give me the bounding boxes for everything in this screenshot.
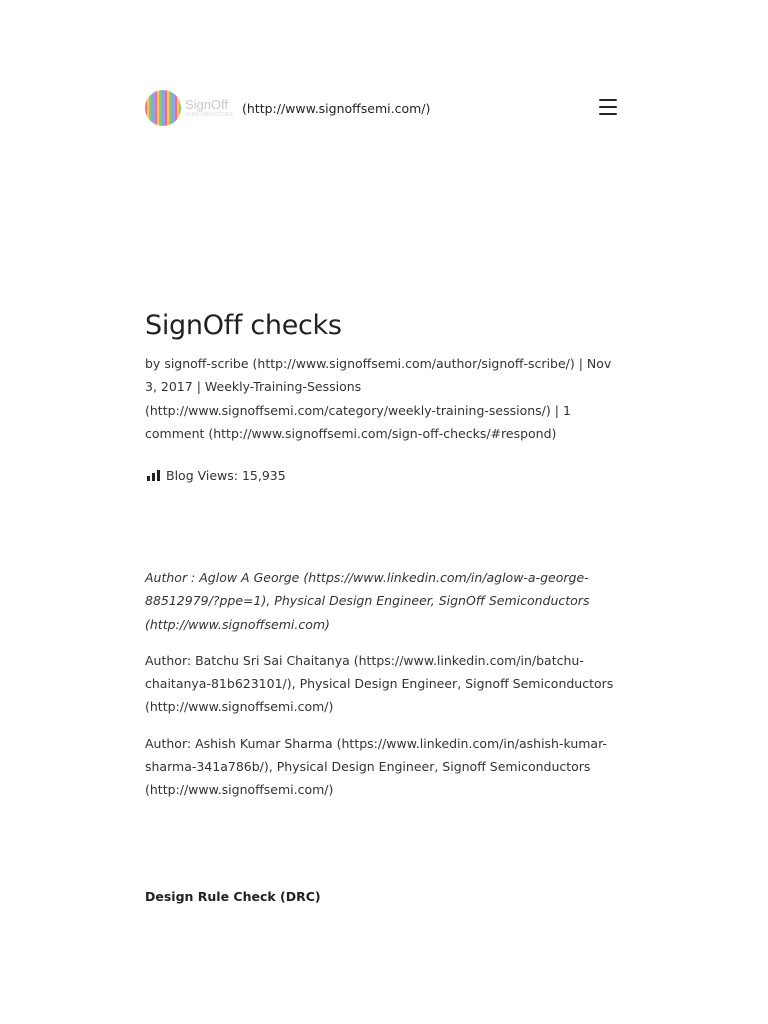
logo-word: SignOff [185,97,229,112]
meta-separator: | [574,356,587,371]
meta-comments-link[interactable]: 1 comment (http://www.signoffsemi.com/sign-off-checks/#respond) [145,402,571,441]
logo-text [185,98,233,118]
author-entry [145,566,620,636]
meta-category-link[interactable]: Weekly-Training-Sessions (http://www.signoffsemi.com/category/weekly-training-sessions/) [145,379,551,418]
author-company-link[interactable]: Signoff Semiconductors (http://www.signoffsemi.com/) [145,676,614,715]
meta-by: by [145,356,165,371]
bar-chart-icon [147,470,160,481]
post-title: SignOff checks [145,310,342,341]
home-link[interactable]: (http://www.signoffsemi.com/) [242,100,431,116]
site-header [145,88,620,128]
logo-mark-icon [145,90,181,126]
section-heading-drc: Design Rule Check (DRC) [145,889,321,904]
meta-separator: | [192,379,205,395]
author-company-link[interactable]: Signoff Semiconductors (http://www.signoffsemi.com/) [145,759,591,798]
author-entry [145,732,620,802]
blog-views [147,468,286,483]
author-prefix: Author: [145,652,196,668]
site-logo[interactable] [145,88,240,128]
author-prefix: Author : [145,570,200,585]
author-prefix: Author: [145,735,196,751]
authors-list [145,566,620,815]
author-role: , Physical Design Engineer, [266,593,439,609]
hamburger-menu-icon[interactable] [599,99,617,115]
post-meta [145,352,620,445]
author-entry [145,649,620,719]
blog-views-label: Blog Views: 15,935 [166,468,286,483]
author-role: , Physical Design Engineer, [268,759,443,775]
author-company-link[interactable]: SignOff Semiconductors (http://www.signoffsemi.com) [145,593,590,632]
author-name-link[interactable]: Aglow A George (https://www.linkedin.com/in/aglow-a-george-88512979/?ppe=1) [145,570,589,609]
author-name-link[interactable]: Batchu Sri Sai Chaitanya (https://www.linkedin.com/in/batchu-chaitanya-81b623101/) [145,652,584,692]
author-name-link[interactable]: Ashish Kumar Sharma (https://www.linkedin.com/in/ashish-kumar-sharma-341a786b/) [145,735,607,775]
author-role: , Physical Design Engineer, [291,676,466,692]
meta-separator: | [550,402,563,418]
meta-date: Nov 3, 2017 [145,356,612,395]
meta-author-link[interactable]: signoff-scribe (http://www.signoffsemi.com/author/signoff-scribe/) [164,356,575,371]
logo-subtitle: SEMICONDUCTORS [185,112,233,118]
